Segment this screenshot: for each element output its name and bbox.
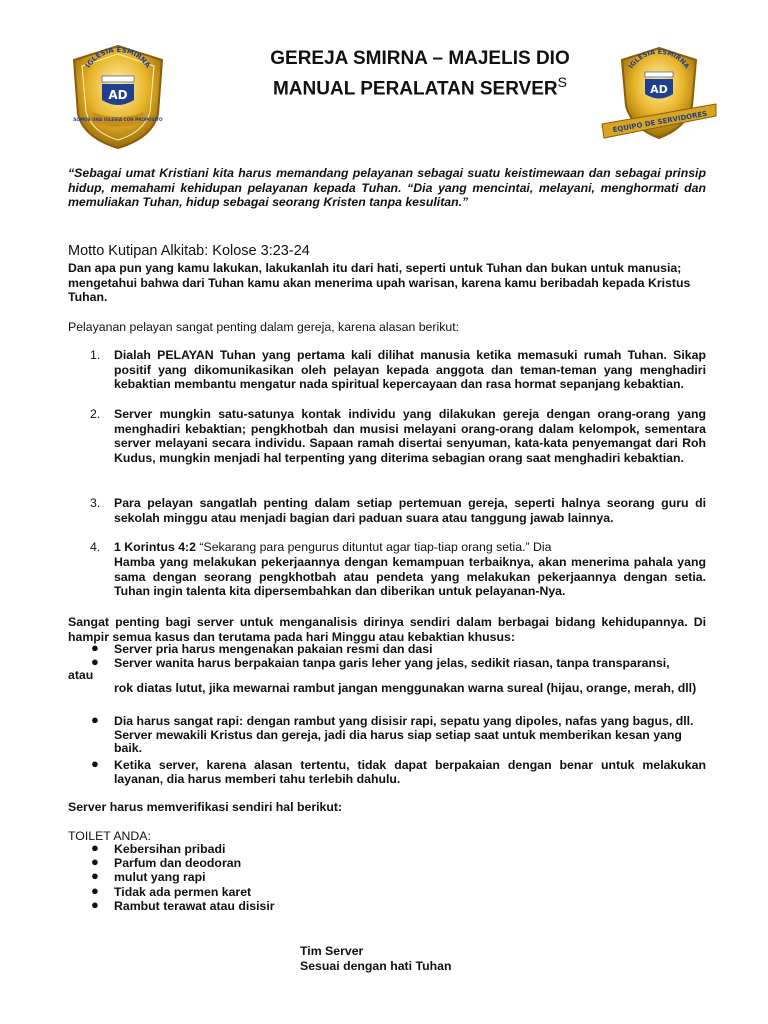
toilet-item: Kebersihan pribadi	[114, 842, 226, 856]
reason-item-3: Para pelayan sangatlah penting dalam setiap pertemuan gereja, seperti halnya seorang guru di sekolah minggu atau menjadi bagian dari paduan suara atau tanggung jawab lainnya.	[114, 496, 706, 525]
analysis-bullet-2-continued: rok diatas lutut, jika mewarnai rambut jangan menggunakan warna sureal (hijau, orange, merah, dll)	[114, 681, 697, 695]
bullet-icon: ●	[91, 712, 99, 727]
analysis-bullet-2: Server wanita harus berpakaian tanpa garis leher yang jelas, sedikit riasan, tanpa transparansi,	[114, 656, 670, 670]
signature-tagline: Sesuai dengan hati Tuhan	[300, 959, 452, 973]
document-title-line2	[200, 71, 640, 100]
logo-left-arc-text: IGLESIA ESMIRNA	[84, 45, 152, 70]
analysis-bullet-3: Dia harus sangat rapi: dengan rambut yang disisir rapi, sepatu yang dipoles, nafas yang bagus, dll. Server mewakili Kristus dan gereja, jadi dia harus siap setiap saat untuk memberikan kesan yang baik.	[114, 714, 694, 756]
signature-team: Tim Server	[300, 944, 364, 958]
reason-item-2: Server mungkin satu-satunya kontak individu yang dilakukan gereja dengan orang-orang yang menghadiri kebaktian; pengkhotbah dan musisi melayani orang-orang dalam kelompok, sementara server melayani secara individu. Sapaan ramah disertai senyuman, kata-kata penyemangat dari Roh Kudus, mungkin menjadi hal terpenting yang diterima sebagian orang saat menghadiri kebaktian.	[114, 407, 706, 465]
analysis-intro: Sangat penting bagi server untuk menganalisis dirinya sendiri dalam berbagai bidang kehidupannya. Di hampir semua kasus dan terutama pada hari Minggu atau kebaktian khusus:	[68, 615, 706, 644]
verse-reference: 1 Korintus 4:2	[114, 540, 196, 554]
bullet-icon: ●	[91, 756, 99, 771]
or-label: atau	[68, 668, 94, 682]
reason-item-4-first-line	[114, 540, 706, 555]
document-title-line1: GEREJA SMIRNA – MAJELIS DIO	[270, 48, 570, 69]
verse-text: “Sekarang para pengurus dituntut agar tiap-tiap orang setia.” Dia	[196, 540, 552, 554]
list-number: 1.	[90, 348, 101, 362]
logo-left-initials: AD	[108, 88, 128, 102]
reasons-intro: Pelayanan pelayan sangat penting dalam gereja, karena alasan berikut:	[68, 320, 460, 334]
bullet-icon: ●	[91, 854, 99, 869]
intro-quote: “Sebagai umat Kristiani kita harus memandang pelayanan sebagai suatu keistimewaan dan sebagai prinsip hidup, memahami kehidupan pelayanan kepada Tuhan. “Dia yang mencintai, melayani, menghormati dan memuliakan Tuhan, hidup sebagai seorang Kristen tanpa kesulitan.”	[68, 166, 706, 210]
bullet-icon: ●	[91, 897, 99, 912]
logo-right-ribbon: EQUIPO DE SERVIDORES	[612, 109, 708, 135]
list-number: 2.	[90, 407, 101, 421]
list-number: 3.	[90, 496, 101, 510]
bullet-icon: ●	[91, 868, 99, 883]
toilet-item: Tidak ada permen karet	[114, 885, 252, 899]
verify-intro: Server harus memverifikasi sendiri hal berikut:	[68, 800, 343, 814]
toilet-item: Parfum dan deodoran	[114, 856, 242, 870]
reason-item-4: Hamba yang melakukan pekerjaannya dengan kemampuan terbaiknya, akan menerima pahala yang sama dengan seorang pengkhotbah atau pendeta yang melakukan pekerjaannya dengan setia. Tuhan ingin talenta kita dipersembahkan dan diberikan untuk pelayanan-Nya.	[114, 555, 706, 599]
motto-text: Dan apa pun yang kamu lakukan, lakukanlah itu dari hati, seperti untuk Tuhan dan bukan untuk manusia; mengetahui bahwa dari Tuhan kamu akan menerima upah warisan, karena kamu beribadah kepada Kristus Tuhan.	[68, 261, 691, 305]
list-number: 4.	[90, 540, 101, 554]
logo-left-motto: SOMOS UNA IGLESIA CON PROPOSITO	[73, 117, 163, 122]
bullet-icon: ●	[91, 883, 99, 898]
toilet-heading: TOILET ANDA:	[68, 829, 151, 843]
motto-heading: Motto Kutipan Alkitab: Kolose 3:23-24	[68, 243, 310, 259]
toilet-item: Rambut terawat atau disisir	[114, 899, 275, 913]
bullet-icon: ●	[91, 840, 99, 855]
title-line2-text: MANUAL PERALATAN SERVER	[272, 78, 558, 100]
logo-right-arc-text: IGLESIA ESMIRNA	[626, 47, 691, 71]
toilet-item: mulut yang rapi	[114, 870, 206, 884]
reason-item-1: Dialah PELAYAN Tuhan yang pertama kali dilihat manusia ketika memasuki rumah Tuhan. Sikap positif yang dikomunikasikan oleh pelayan kepada anggota dan teman-teman yang menghadiri kebaktian membantu mengatur nada spiritual kepercayaan dan rasa hormat sepanjang kebaktian.	[114, 348, 706, 392]
church-logo-left	[62, 42, 174, 152]
logo-right-initials: AD	[650, 83, 668, 96]
analysis-bullet-4: Ketika server, karena alasan tertentu, tidak dapat berpakaian dengan benar untuk melakukan layanan, dia harus memberi tahu terlebih dahulu.	[114, 758, 706, 786]
bullet-icon: ●	[91, 640, 99, 655]
bullet-icon: ●	[91, 654, 99, 669]
title-suffix: S	[557, 74, 567, 90]
analysis-bullet-1: Server pria harus mengenakan pakaian resmi dan dasi	[114, 642, 433, 656]
